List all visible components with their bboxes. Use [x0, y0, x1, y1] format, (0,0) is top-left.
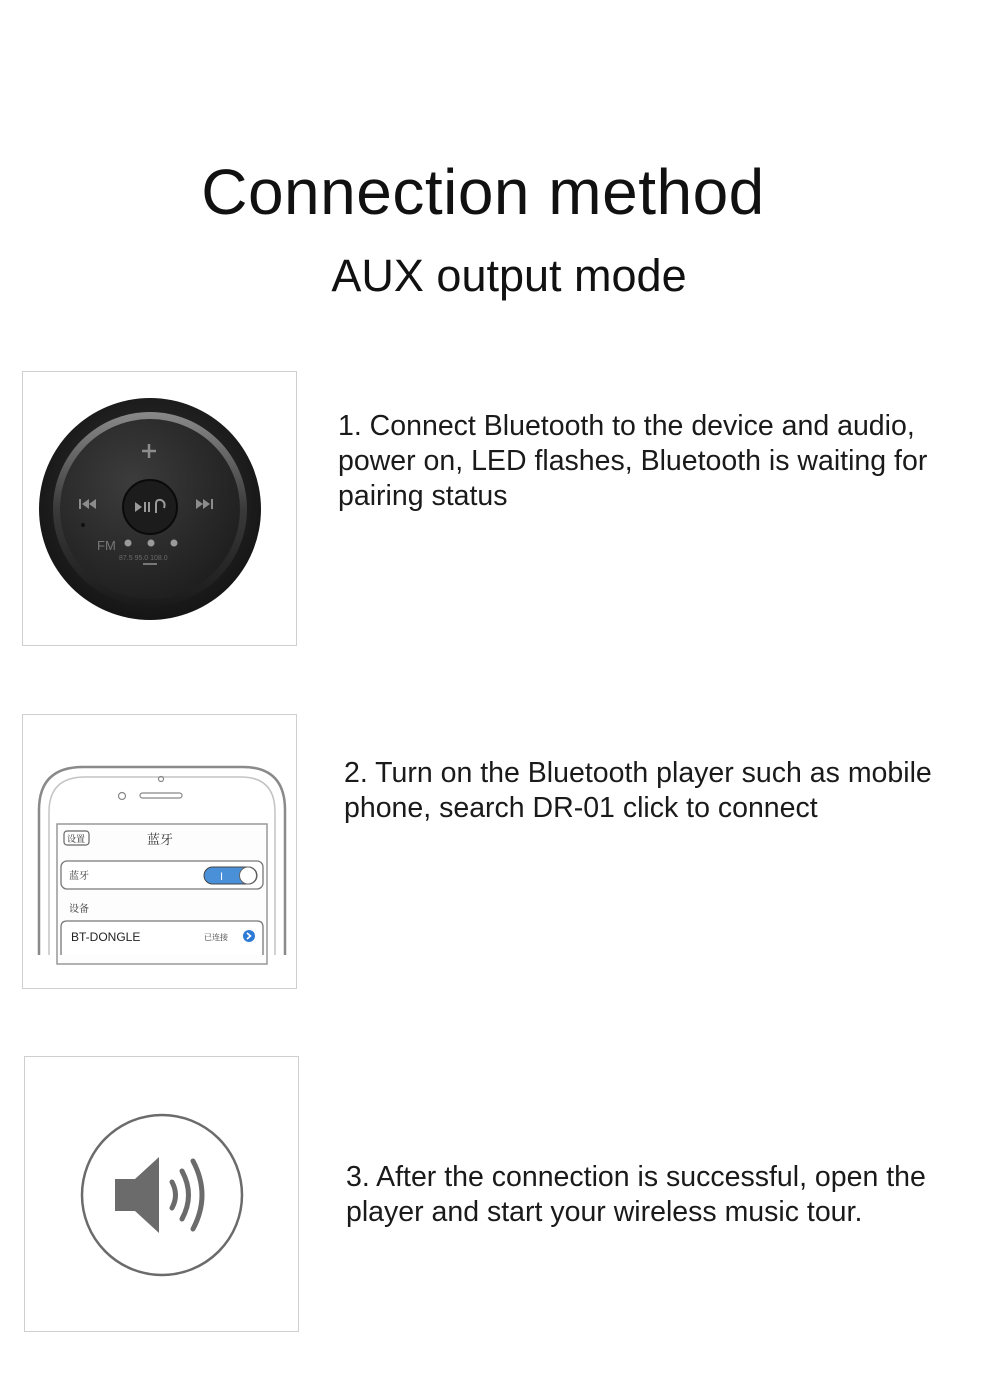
step-1-image	[22, 371, 297, 646]
settings-back-button[interactable]	[64, 831, 89, 845]
svg-text:设置: 设置	[67, 835, 86, 845]
devices-section-label: 设备	[69, 904, 89, 915]
fm-frequencies: 87.5 95.0 108.0	[119, 555, 168, 562]
earpiece	[140, 793, 182, 798]
play-pause-button[interactable]	[123, 480, 177, 534]
fm-label: FM	[97, 538, 116, 553]
bluetooth-toggle-switch[interactable]	[204, 867, 257, 884]
device-status: 已连接	[204, 933, 228, 942]
device-list-item[interactable]	[61, 921, 263, 955]
bluetooth-toggle-label: 蓝牙	[69, 871, 89, 882]
step-2-image	[22, 714, 297, 989]
step-1-text: 1. Connect Bluetooth to the device and audio, power on, LED flashes, Bluetooth is waiting for pairing status	[338, 410, 928, 512]
bluetooth-screen-title: 蓝牙	[147, 833, 174, 848]
step-3-text: 3. After the connection is successful, open the player and start your wireless music tour.	[346, 1161, 926, 1228]
step-2-text: 2. Turn on the Bluetooth player such as mobile phone, search DR-01 click to connect	[344, 757, 932, 824]
page-subtitle: AUX output mode	[331, 250, 687, 301]
smartphone-icon	[23, 715, 297, 989]
page-title: Connection method	[201, 155, 765, 228]
bluetooth-dongle-icon	[23, 372, 297, 646]
speaker-volume-icon	[25, 1057, 299, 1332]
svg-text:I: I	[220, 871, 224, 883]
device-name: BT-DONGLE	[71, 930, 141, 944]
info-icon	[243, 930, 255, 942]
step-3-image	[24, 1056, 299, 1332]
